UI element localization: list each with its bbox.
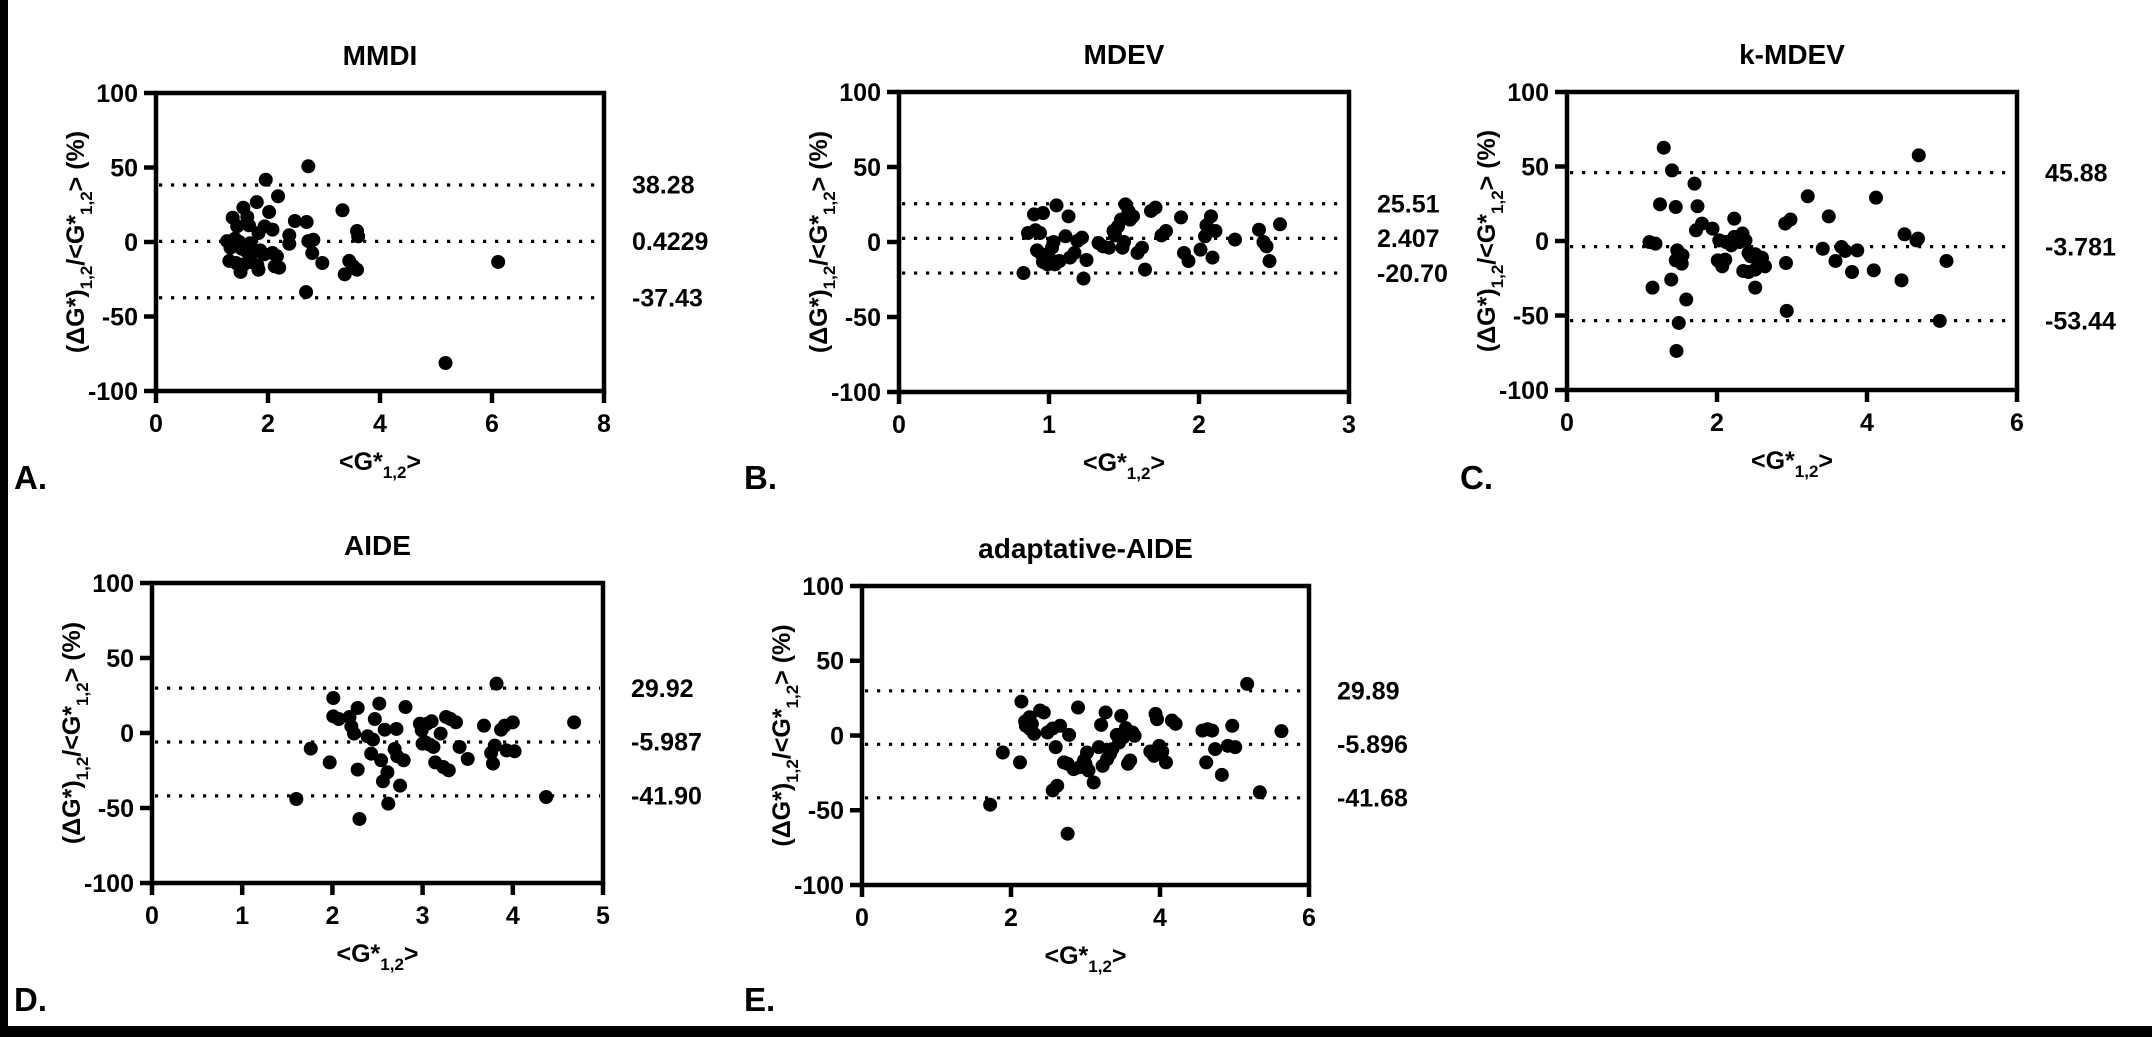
- panel-E: [744, 533, 1408, 1018]
- data-point: [1739, 233, 1753, 247]
- data-point: [1228, 233, 1242, 247]
- x-tick-label: 0: [892, 411, 906, 439]
- data-point: [1801, 189, 1815, 203]
- data-point: [1050, 198, 1064, 212]
- data-point: [434, 727, 448, 741]
- data-point: [1675, 257, 1689, 271]
- x-tick-label: 8: [597, 410, 611, 438]
- x-tick-label: 2: [261, 410, 275, 438]
- data-point: [1123, 753, 1137, 767]
- data-point: [1080, 746, 1094, 760]
- limit-upper-value: 29.92: [631, 674, 694, 703]
- data-point: [1215, 768, 1229, 782]
- data-point: [1822, 209, 1836, 223]
- data-point: [259, 173, 273, 187]
- panel-letter: C.: [1460, 459, 1493, 496]
- x-tick-label: 2: [1710, 409, 1724, 437]
- y-tick-label: -50: [1512, 302, 1549, 331]
- data-point: [439, 356, 453, 370]
- plot-frame: [152, 583, 603, 883]
- data-point: [1159, 755, 1173, 769]
- data-point: [1670, 344, 1684, 358]
- x-tick-label: 3: [1342, 411, 1356, 439]
- y-tick-label: -50: [844, 303, 881, 332]
- x-tick-label: 2: [1192, 411, 1206, 439]
- data-point: [1260, 239, 1274, 253]
- data-point: [1114, 709, 1128, 723]
- data-point: [1784, 213, 1798, 227]
- data-point: [453, 740, 467, 754]
- data-point: [1205, 724, 1219, 738]
- data-point: [1174, 210, 1188, 224]
- data-point: [1273, 217, 1287, 231]
- mean-value: -3.781: [2045, 233, 2116, 262]
- data-point: [1816, 242, 1830, 256]
- data-point: [1649, 237, 1663, 251]
- data-point: [567, 715, 581, 729]
- limit-lower-value: -37.43: [632, 284, 703, 313]
- data-point: [1013, 755, 1027, 769]
- y-axis-label: $(\Delta G*)_{1,2}/<G*_{1,2}>$ (%): [58, 621, 92, 845]
- data-point: [335, 203, 349, 217]
- data-point: [477, 719, 491, 733]
- data-point: [282, 237, 296, 251]
- y-tick-label: -50: [101, 303, 138, 332]
- data-point: [1780, 304, 1794, 318]
- panel-title: MDEV: [1083, 39, 1165, 70]
- data-point: [442, 763, 456, 777]
- mean-value: -5.987: [631, 728, 702, 757]
- data-point: [449, 715, 463, 729]
- data-point: [1209, 224, 1223, 238]
- data-point: [1047, 235, 1061, 249]
- x-axis-label: $<G*_{1,2}>$: [1082, 449, 1166, 483]
- data-point: [1071, 701, 1085, 715]
- panel-title: MMDI: [342, 40, 418, 71]
- data-point: [374, 753, 388, 767]
- data-point: [1691, 199, 1705, 213]
- y-tick-label: 50: [1521, 153, 1549, 182]
- data-point: [983, 798, 997, 812]
- data-point: [351, 763, 365, 777]
- data-point: [393, 779, 407, 793]
- data-point: [1688, 177, 1702, 191]
- y-tick-label: -100: [793, 871, 844, 900]
- x-tick-label: 4: [1860, 409, 1874, 437]
- data-point: [1075, 231, 1089, 245]
- data-point: [1062, 728, 1076, 742]
- y-tick-label: 0: [867, 228, 881, 257]
- data-point: [372, 697, 386, 711]
- y-tick-label: 50: [853, 153, 881, 182]
- data-point: [389, 722, 403, 736]
- x-tick-label: 6: [485, 410, 499, 438]
- data-point: [1037, 705, 1051, 719]
- data-point: [265, 223, 279, 237]
- data-point: [272, 261, 286, 275]
- data-point: [1706, 222, 1720, 236]
- data-point: [250, 195, 264, 209]
- x-tick-label: 2: [325, 902, 340, 930]
- data-point: [262, 205, 276, 219]
- panel-A: [14, 40, 708, 496]
- data-point: [1253, 785, 1267, 799]
- data-point: [1087, 775, 1101, 789]
- data-point: [271, 189, 285, 203]
- data-point: [1033, 226, 1047, 240]
- data-point: [1049, 740, 1063, 754]
- data-point: [1672, 316, 1686, 330]
- data-point: [234, 265, 248, 279]
- data-point: [1869, 191, 1883, 205]
- data-point: [368, 712, 382, 726]
- plot-frame: [862, 586, 1309, 885]
- limit-lower-value: -20.70: [1377, 259, 1448, 288]
- data-point: [305, 246, 319, 260]
- limit-upper-value: 25.51: [1377, 190, 1440, 219]
- y-axis-label: $(\Delta G*)_{1,2}/<G*_{1,2}>$ (%): [1473, 129, 1507, 353]
- limit-upper-value: 38.28: [632, 171, 695, 200]
- panel-title: k-MDEV: [1739, 39, 1845, 70]
- y-tick-label: 50: [816, 647, 844, 676]
- data-point: [1779, 256, 1793, 270]
- data-point: [1159, 224, 1173, 238]
- data-point: [1135, 241, 1149, 255]
- data-point: [351, 701, 365, 715]
- y-tick-label: 100: [802, 572, 844, 601]
- panel-title: AIDE: [344, 530, 411, 561]
- data-point: [323, 755, 337, 769]
- data-point: [1014, 695, 1028, 709]
- data-point: [1102, 241, 1116, 255]
- data-point: [1117, 235, 1131, 249]
- data-point: [301, 159, 315, 173]
- data-point: [1911, 232, 1925, 246]
- x-axis-label: $<G*_{1,2}>$: [338, 448, 422, 482]
- panel-letter: D.: [14, 981, 47, 1018]
- data-point: [1912, 148, 1926, 162]
- y-tick-label: 0: [1535, 227, 1549, 256]
- data-point: [338, 267, 352, 281]
- x-tick-label: 4: [505, 902, 520, 930]
- data-point: [506, 715, 520, 729]
- y-tick-label: 50: [110, 154, 138, 183]
- data-point: [1149, 201, 1163, 215]
- data-point: [1126, 209, 1140, 223]
- data-point: [304, 742, 318, 756]
- data-point: [1027, 727, 1041, 741]
- data-point: [1679, 293, 1693, 307]
- x-tick-label: 0: [1560, 409, 1574, 437]
- y-tick-label: -100: [830, 378, 881, 407]
- data-point: [1062, 209, 1076, 223]
- data-point: [326, 691, 340, 705]
- y-tick-label: 100: [92, 569, 134, 598]
- panel-D: [14, 530, 702, 1018]
- data-point: [461, 752, 475, 766]
- data-point: [1263, 254, 1277, 268]
- x-tick-label: 0: [145, 902, 159, 930]
- data-point: [1099, 705, 1113, 719]
- x-tick-label: 4: [1153, 904, 1167, 932]
- data-point: [1838, 244, 1852, 258]
- bottom-border: [0, 1026, 2152, 1037]
- y-tick-label: -50: [807, 797, 844, 825]
- y-tick-label: 50: [106, 644, 134, 673]
- y-tick-label: -100: [83, 869, 134, 898]
- x-tick-label: 1: [1042, 411, 1056, 439]
- y-tick-label: 0: [124, 228, 138, 257]
- data-point: [1094, 718, 1108, 732]
- x-axis-label: $<G*_{1,2}>$: [1044, 942, 1127, 976]
- data-point: [1150, 712, 1164, 726]
- y-axis-label: $(\Delta G*)_{1,2}/<G*_{1,2}>$ (%): [805, 130, 839, 354]
- y-tick-label: 100: [96, 79, 138, 108]
- data-point: [491, 255, 505, 269]
- x-tick-label: 4: [373, 410, 387, 438]
- data-point: [490, 677, 504, 691]
- data-point: [1080, 253, 1094, 267]
- data-point: [350, 263, 364, 277]
- left-border: [0, 0, 8, 1037]
- data-point: [996, 746, 1010, 760]
- data-point: [1017, 266, 1031, 280]
- data-point: [1206, 251, 1220, 265]
- y-axis-label: $(\Delta G*)_{1,2}/<G*_{1,2}>$ (%): [768, 624, 802, 847]
- data-point: [1068, 246, 1082, 260]
- x-axis-label: $<G*_{1,2}>$: [1750, 447, 1834, 481]
- data-point: [1169, 717, 1183, 731]
- x-tick-label: 6: [2010, 409, 2024, 437]
- data-point: [1829, 254, 1843, 268]
- data-point: [306, 233, 320, 247]
- data-point: [1050, 779, 1064, 793]
- y-axis-label: $(\Delta G*)_{1,2}/<G*_{1,2}>$ (%): [62, 130, 96, 354]
- data-point: [1199, 755, 1213, 769]
- data-point: [1898, 227, 1912, 241]
- y-tick-label: 0: [120, 719, 134, 748]
- data-point: [315, 256, 329, 270]
- data-point: [1895, 273, 1909, 287]
- mean-value: -5.896: [1337, 731, 1408, 760]
- mean-value: 0.4229: [632, 228, 709, 257]
- data-point: [1657, 141, 1671, 155]
- data-point: [380, 765, 394, 779]
- data-point: [1727, 212, 1741, 226]
- data-point: [1664, 273, 1678, 287]
- panel-letter: E.: [744, 981, 776, 1018]
- panel-letter: B.: [744, 459, 777, 496]
- data-point: [1669, 200, 1683, 214]
- data-point: [1138, 263, 1152, 277]
- x-tick-label: 3: [415, 902, 430, 930]
- data-point: [1228, 740, 1242, 754]
- data-point: [1845, 265, 1859, 279]
- data-point: [1208, 742, 1222, 756]
- panel-C: [1460, 39, 2116, 496]
- mean-value: 2.407: [1377, 225, 1440, 254]
- x-tick-label: 1: [235, 902, 250, 930]
- data-point: [1128, 729, 1142, 743]
- panel-B: [744, 39, 1448, 496]
- data-point: [1718, 253, 1732, 267]
- limit-upper-value: 29.89: [1337, 677, 1400, 706]
- x-tick-label: 2: [1004, 904, 1018, 932]
- data-point: [1748, 281, 1762, 295]
- data-point: [299, 285, 313, 299]
- data-point: [351, 229, 365, 243]
- panel-letter: A.: [14, 459, 47, 496]
- data-point: [352, 812, 366, 826]
- data-point: [300, 215, 314, 229]
- data-point: [1252, 223, 1266, 237]
- data-point: [1940, 254, 1954, 268]
- y-tick-label: -100: [1498, 376, 1549, 405]
- data-point: [426, 740, 440, 754]
- data-point: [251, 263, 265, 277]
- x-tick-label: 0: [149, 410, 163, 438]
- data-point: [289, 792, 303, 806]
- limit-upper-value: 45.88: [2045, 159, 2108, 188]
- data-point: [1665, 163, 1679, 177]
- data-point: [366, 733, 380, 747]
- data-point: [1077, 272, 1091, 286]
- panel-title: adaptative-AIDE: [978, 533, 1193, 564]
- x-tick-label: 0: [855, 904, 869, 932]
- data-point: [397, 753, 411, 767]
- limit-lower-value: -41.90: [631, 782, 702, 811]
- x-axis-label: $<G*_{1,2}>$: [336, 940, 419, 974]
- y-tick-label: 0: [830, 722, 844, 751]
- x-tick-label: 5: [596, 902, 610, 930]
- data-point: [1081, 763, 1095, 777]
- data-point: [1059, 229, 1073, 243]
- data-point: [347, 727, 361, 741]
- limit-lower-value: -53.44: [2045, 307, 2116, 336]
- plot-frame: [1567, 92, 2017, 390]
- data-point: [1036, 206, 1050, 220]
- data-point: [381, 797, 395, 811]
- data-point: [1758, 259, 1772, 273]
- y-tick-label: -50: [97, 794, 134, 823]
- data-point: [1933, 314, 1947, 328]
- y-tick-label: 100: [1507, 78, 1549, 107]
- data-point: [398, 700, 412, 714]
- data-point: [1225, 719, 1239, 733]
- data-point: [1646, 281, 1660, 295]
- data-point: [1182, 254, 1196, 268]
- limit-lower-value: -41.68: [1337, 784, 1408, 813]
- data-point: [508, 744, 522, 758]
- data-point: [1867, 263, 1881, 277]
- data-point: [1240, 677, 1254, 691]
- data-point: [1061, 827, 1075, 841]
- data-point: [1274, 724, 1288, 738]
- y-tick-label: -100: [87, 377, 138, 406]
- data-point: [425, 714, 439, 728]
- data-point: [1653, 197, 1667, 211]
- data-point: [1194, 243, 1208, 257]
- data-point: [1204, 209, 1218, 223]
- y-tick-label: 100: [839, 78, 881, 107]
- data-point: [486, 757, 500, 771]
- data-point: [539, 790, 553, 804]
- x-tick-label: 6: [1302, 904, 1316, 932]
- data-point: [1850, 243, 1864, 257]
